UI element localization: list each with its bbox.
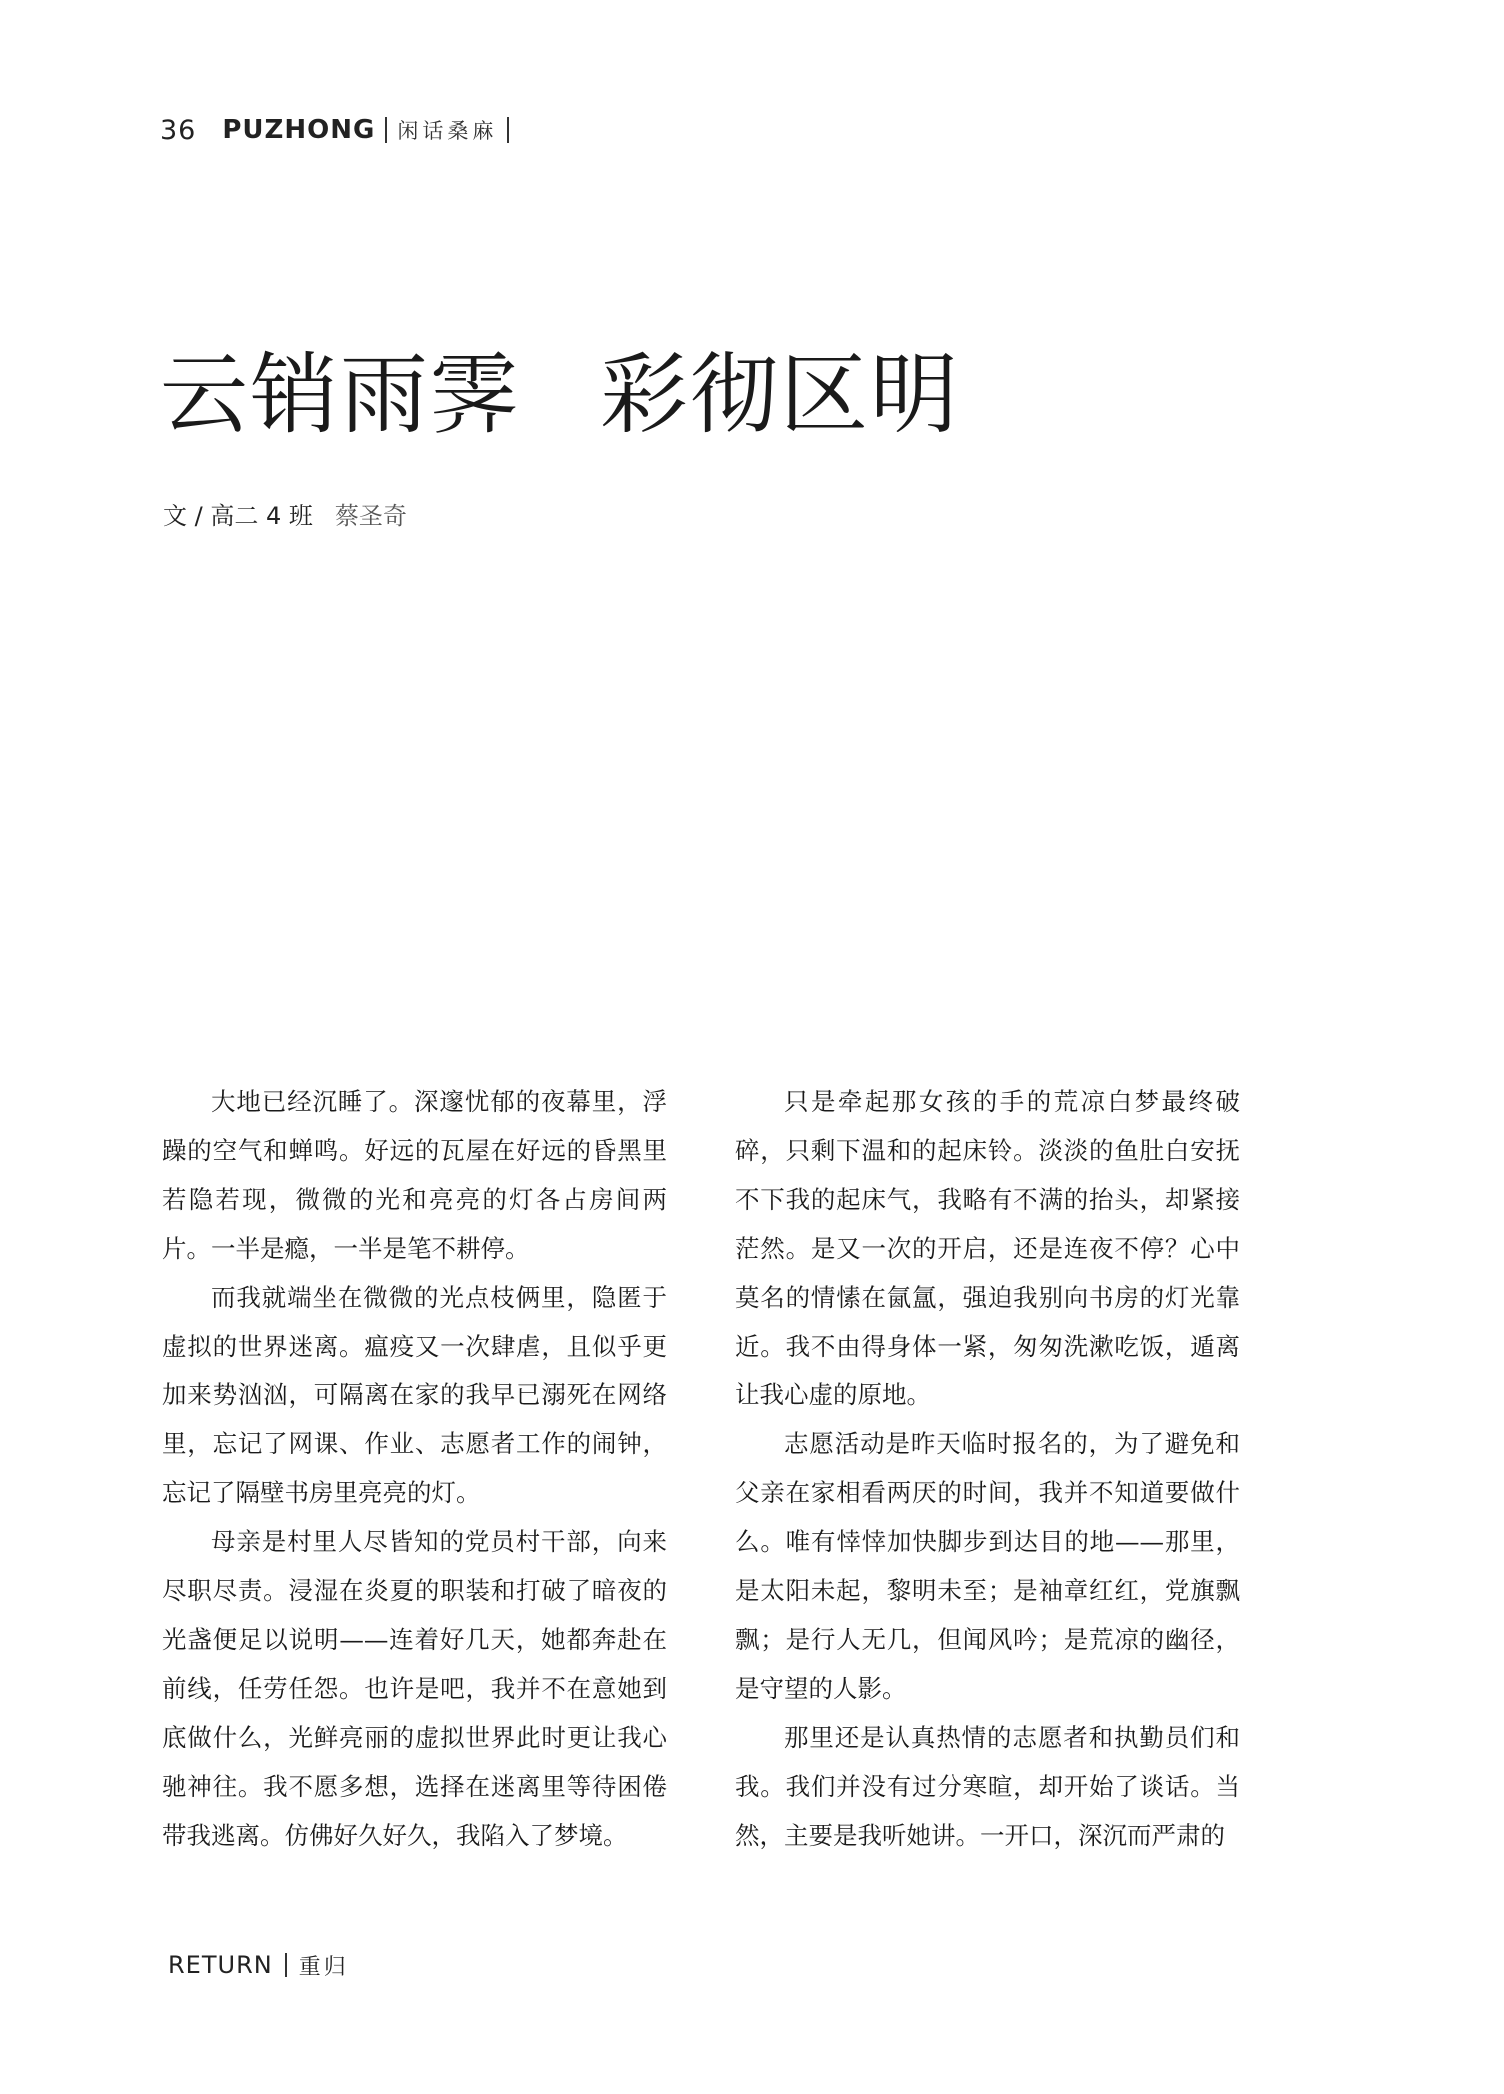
footer-divider xyxy=(285,1953,287,1977)
byline-author: 蔡圣奇 xyxy=(334,502,407,530)
paragraph: 大地已经沉睡了。深邃忧郁的夜幕里，浮躁的空气和蝉鸣。好远的瓦屋在好远的昏黑里若隐若现，微微的光和亮亮的灯各占房间两片。一半是瘾，一半是笔不耕停。 xyxy=(162,1087,667,1263)
article-title xyxy=(160,325,960,451)
paragraph: 志愿活动是昨天临时报名的，为了避免和父亲在家相看两厌的时间，我并不知道要做什么。唯有悻悻加快脚步到达目的地——那里，是太阳未起，黎明未至；是袖章红红，党旗飘飘；是行人无几，但闻风吟；是荒凉的幽径，是守望的人影。 xyxy=(735,1429,1240,1703)
page-footer xyxy=(168,1949,349,1981)
text-column-left xyxy=(162,1078,667,1861)
header-divider-end xyxy=(507,117,509,143)
page-number: 36 xyxy=(160,114,197,146)
text-column-right xyxy=(735,1078,1240,1861)
page-header xyxy=(160,112,519,148)
magazine-brand: PUZHONG xyxy=(222,115,376,145)
paragraph: 只是牵起那女孩的手的荒凉白梦最终破碎，只剩下温和的起床铃。淡淡的鱼肚白安抚不下我的起床气，我略有不满的抬头，却紧接茫然。是又一次的开启，还是连夜不停？心中莫名的情愫在氤氲，强迫我别向书房的灯光靠近。我不由得身体一紧，匆匆洗漱吃饭，遁离让我心虚的原地。 xyxy=(735,1087,1240,1410)
byline xyxy=(163,496,407,531)
paragraph: 而我就端坐在微微的光点枝俩里，隐匿于虚拟的世界迷离。瘟疫又一次肆虐，且似乎更加来势汹汹，可隔离在家的我早已溺死在网络里，忘记了网课、作业、志愿者工作的闹钟，忘记了隔壁书房里亮亮的灯。 xyxy=(162,1282,667,1508)
header-divider xyxy=(385,117,387,143)
article-title-part2: 彩彻区明 xyxy=(600,343,961,446)
article-title-part1: 云销雨霁 xyxy=(160,343,521,446)
paragraph: 母亲是村里人尽皆知的党员村干部，向来尽职尽责。浸湿在炎夏的职装和打破了暗夜的光盏便足以说明——连着好几天，她都奔赴在前线，任劳任怨。也许是吧，我并不在意她到底做什么，光鲜亮丽的虚拟世界此时更让我心驰神往。我不愿多想，选择在迷离里等待困倦带我逃离。仿佛好久好久，我陷入了梦境。 xyxy=(162,1527,667,1850)
footer-label: RETURN xyxy=(168,1951,273,1979)
byline-class: 文 / 高二 4 班 xyxy=(163,502,313,530)
section-name: 闲话桑麻 xyxy=(397,119,498,143)
paragraph: 那里还是认真热情的志愿者和执勤员们和我。我们并没有过分寒暄，却开始了谈话。当然，主要是我听她讲。一开口，深沉而严肃的 xyxy=(735,1722,1240,1850)
footer-label-cn: 重归 xyxy=(298,1954,349,1980)
